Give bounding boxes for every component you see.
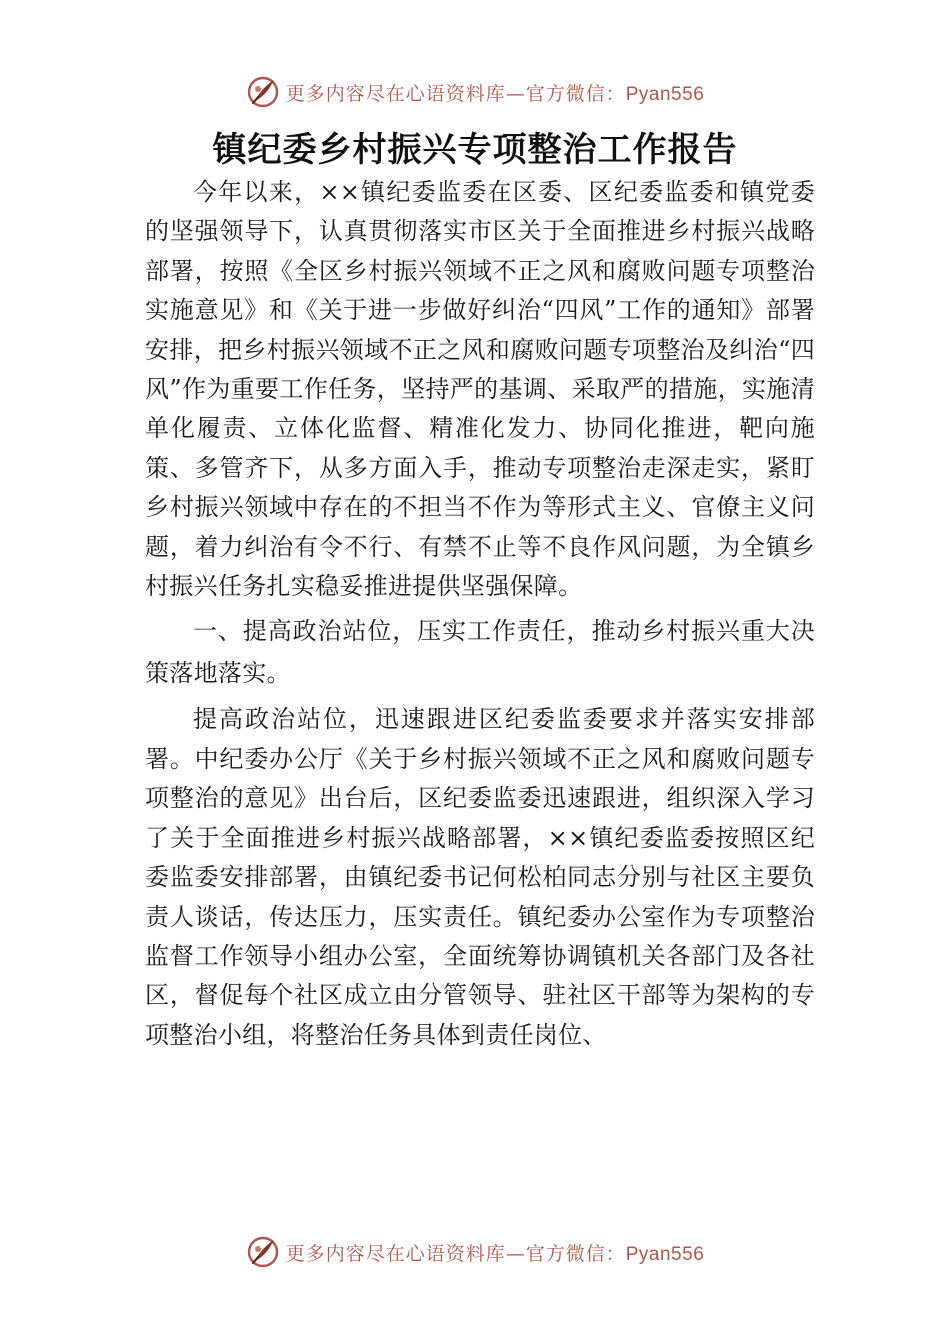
document-body [145,173,815,1055]
document-title: 镇纪委乡村振兴专项整治工作报告 [212,130,738,170]
section-heading-1: 一、提高政治站位，压实工作责任，推动乡村振兴重大决策落地落实。 [145,617,815,688]
quill-logo-icon [246,1235,280,1269]
banner-wechat-id: Pyan556 [625,1243,705,1265]
banner-wechat-id: Pyan556 [625,83,705,105]
banner-slogan: 更多内容尽在心语资料库—官方微信： [285,1242,626,1265]
quill-logo-icon [246,75,280,109]
banner-slogan: 更多内容尽在心语资料库—官方微信： [285,82,626,105]
banner-text [286,1239,705,1266]
paragraph-intro: 今年以来，××镇纪委监委在区委、区纪委监委和镇党委的坚强领导下，认真贯彻落实市区关于全面推进乡村振兴战略部署，按照《全区乡村振兴领域不正之风和腐败问题专项整治实施意见》和《关于进一步做好纠治“四风”工作的通知》部署安排，把乡村振兴领域不正之风和腐败问题专项整治及纠治“四风”作为重要工作任务，坚持严的基调、采取严的措施，实施清单化履责、立体化监督、精准化发力、协同化推进，靶向施策、多管齐下，从多方面入手，推动专项整治走深走实，紧盯乡村振兴领域中存在的不担当不作为等形式主义、官僚主义问题，着力纠治有令不行、有禁不止等不良作风问题，为全镇乡村振兴任务扎实稳妥推进提供坚强保障。 [145,178,815,601]
header-banner [0,72,950,112]
footer-banner [0,1232,950,1272]
banner-text [286,79,705,106]
paragraph-section-1: 提高政治站位，迅速跟进区纪委监委要求并落实安排部署。中纪委办公厅《关于乡村振兴领域不正之风和腐败问题专项整治的意见》出台后，区纪委监委迅速跟进，组织深入学习了关于全面推进乡村振兴战略部署，××镇纪委监委按照区纪委监委安排部署，由镇纪委书记何松柏同志分别与社区主要负责人谈话，传达压力，压实责任。镇纪委办公室作为专项整治监督工作领导小组办公室，全面统筹协调镇机关各部门及各社区，督促每个社区成立由分管领导、驻社区干部等为架构的专项整治小组，将整治任务具体到责任岗位、 [145,705,815,1049]
